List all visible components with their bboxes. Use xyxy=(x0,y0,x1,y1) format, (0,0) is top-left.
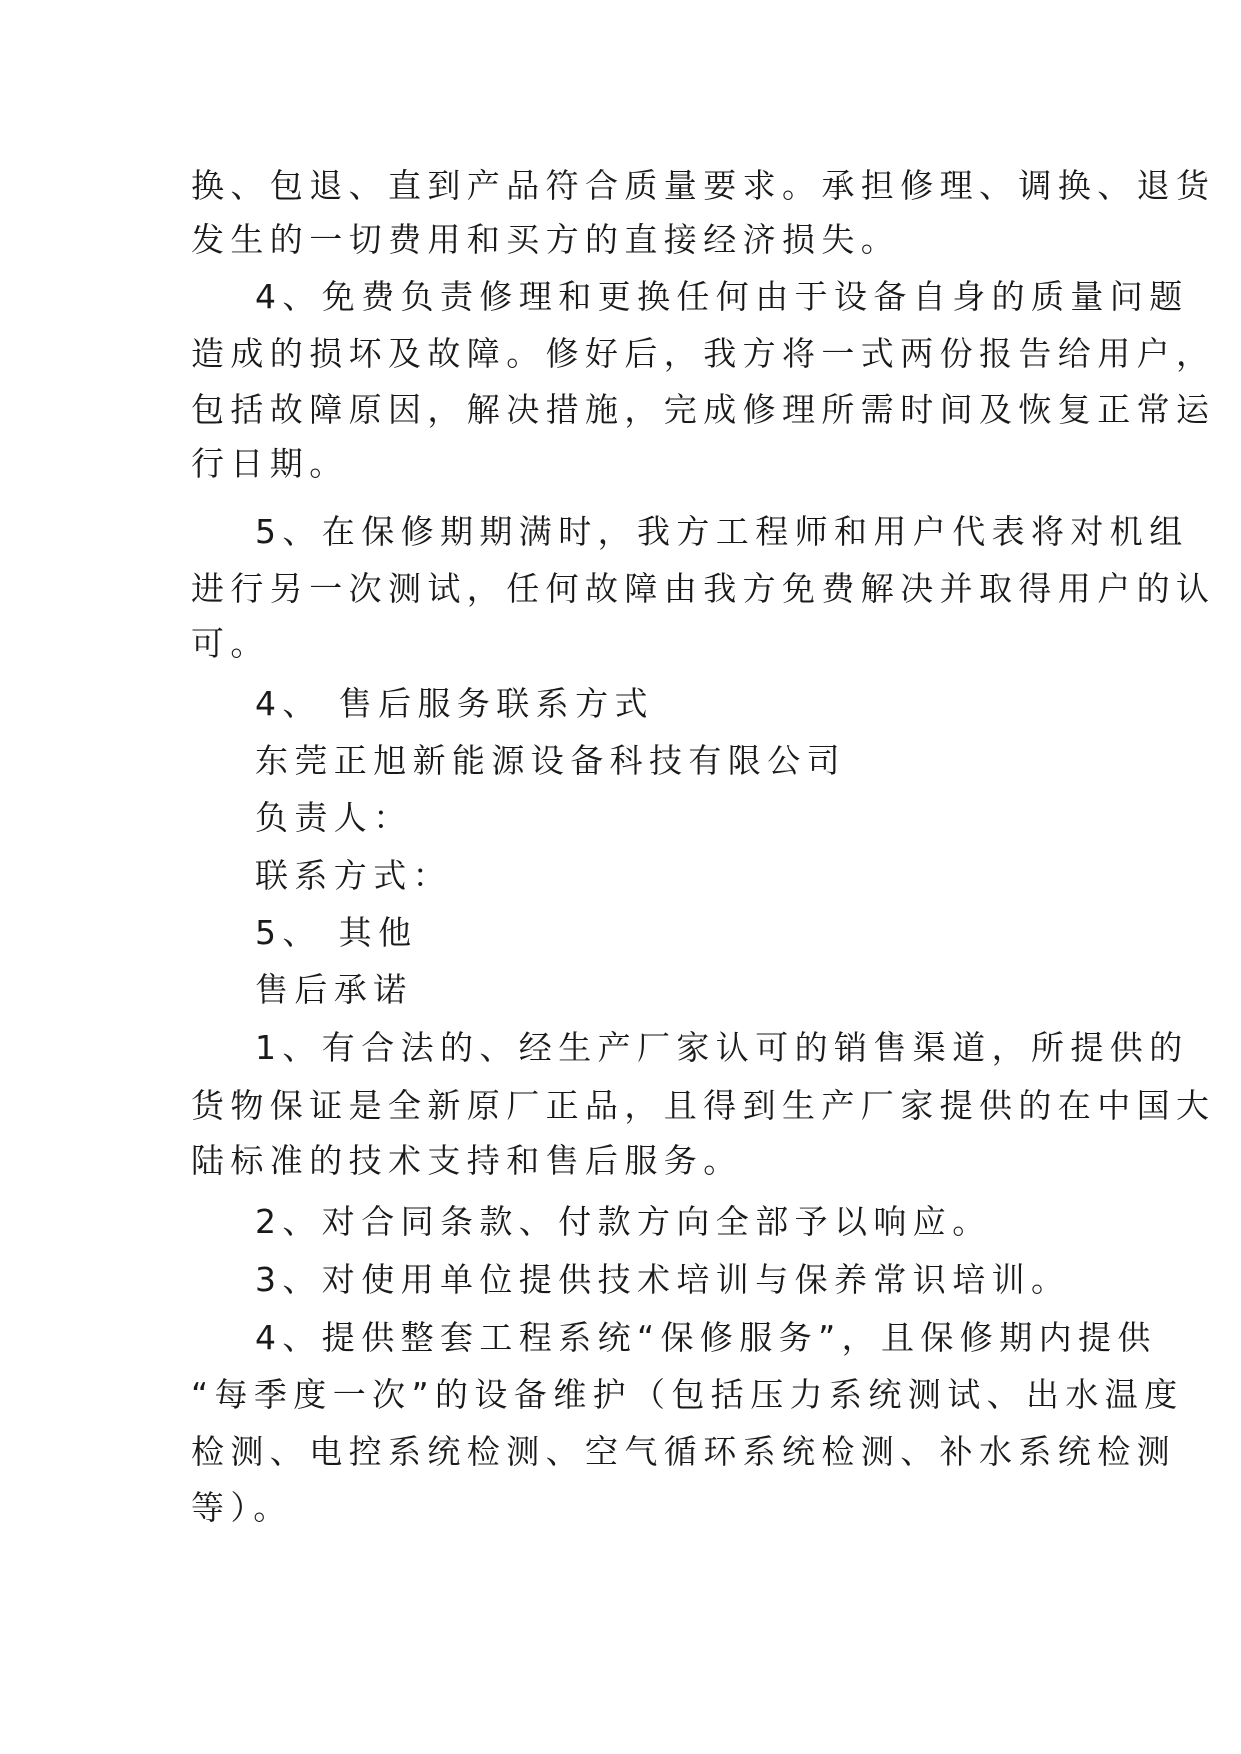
text-line: 货物保证是全新原厂正品，且得到生产厂家提供的在中国大 xyxy=(191,1086,1216,1125)
text-line: 行日期。 xyxy=(191,444,349,483)
section-heading: 5、 其他 xyxy=(255,913,418,952)
text-line: 换、包退、直到产品符合质量要求。承担修理、调换、退货 xyxy=(191,166,1216,205)
text-line: 进行另一次测试，任何故障由我方免费解决并取得用户的认 xyxy=(191,569,1216,608)
text-line: 陆标准的技术支持和售后服务。 xyxy=(191,1141,743,1180)
subsection-title: 售后承诺 xyxy=(255,970,413,1009)
text-line: 2、对合同条款、付款方向全部予以响应。 xyxy=(255,1202,992,1241)
contact-method-label: 联系方式： xyxy=(255,856,452,895)
company-name: 东莞正旭新能源设备科技有限公司 xyxy=(255,741,846,780)
text-line: 4、提供整套工程系统“保修服务”，且保修期内提供 xyxy=(255,1318,1157,1357)
contact-person-label: 负责人： xyxy=(255,798,413,837)
text-line: 1、有合法的、经生产厂家认可的销售渠道，所提供的 xyxy=(255,1028,1189,1067)
text-line: 检测、电控系统检测、空气循环系统检测、补水系统检测 xyxy=(191,1432,1176,1471)
text-line: 造成的损坏及故障。修好后，我方将一式两份报告给用户， xyxy=(191,334,1216,373)
text-line: 包括故障原因，解决措施，完成修理所需时间及恢复正常运 xyxy=(191,390,1216,429)
text-line: “每季度一次”的设备维护（包括压力系统测试、出水温度 xyxy=(191,1375,1184,1414)
text-line: 3、对使用单位提供技术培训与保养常识培训。 xyxy=(255,1260,1071,1299)
text-line: 5、在保修期期满时，我方工程师和用户代表将对机组 xyxy=(255,512,1189,551)
section-heading: 4、 售后服务联系方式 xyxy=(255,684,654,723)
text-line: 等）。 xyxy=(191,1488,293,1527)
text-line: 可。 xyxy=(191,624,270,663)
text-line: 4、免费负责修理和更换任何由于设备自身的质量问题 xyxy=(255,277,1189,316)
text-line: 发生的一切费用和买方的直接经济损失。 xyxy=(191,220,901,259)
